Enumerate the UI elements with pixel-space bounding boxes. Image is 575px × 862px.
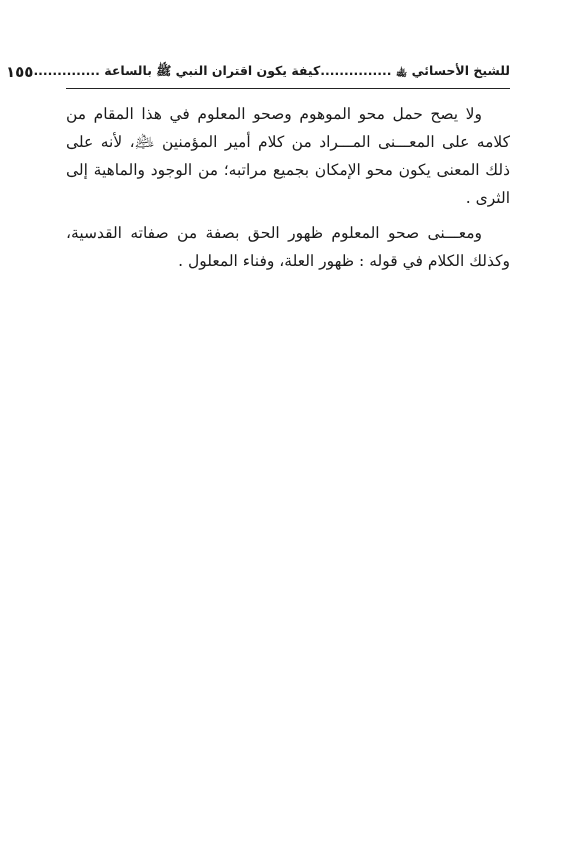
header-author-title: للشيخ الأحسائي ﵀ ...............: [320, 62, 510, 78]
header-chapter-title: كيفة يكون اقتران النبي ﷺ بالساعة ..............: [33, 62, 321, 78]
header-divider: [66, 88, 510, 89]
main-text: [66, 100, 510, 282]
running-header: [5, 58, 510, 86]
paragraph-2: ومعـــنى صحو المعلوم ظهور الحق بصفة من صفاته القدسية، وكذلك الكلام في قوله : ظهور العلة، وفناء المعلول .: [66, 224, 510, 270]
page-number: ١٥٥: [5, 63, 34, 81]
paragraph-1: ولا يصح حمل محو الموهوم وصحو المعلوم في هذا المقام من كلامه على المعـــنى المـــراد من كلام أمير المؤمنين ﵇، لأنه على ذلك المعنى يكون محو الإمكان بجميع مراتبه؛ من الوجود والماهية إلى الثرى .: [66, 105, 510, 207]
